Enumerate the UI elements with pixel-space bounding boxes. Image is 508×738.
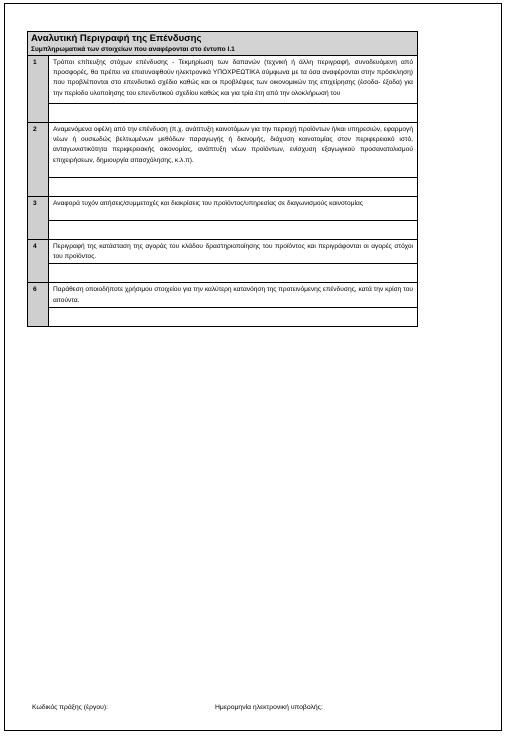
section-question: Περιγραφή της κατάσταση της αγοράς του κλάδου δραστηριοποίησης του προϊόντος και περιγράφονται οι αγορές στόχοι του προϊόντος. xyxy=(49,240,418,264)
section-number: 1 xyxy=(28,56,49,123)
section-number: 4 xyxy=(28,240,49,283)
project-code-label: Κωδικός πράξης (έργου): xyxy=(32,704,108,711)
section-number: 6 xyxy=(28,283,49,326)
section-answer-field[interactable] xyxy=(49,307,418,326)
section-row xyxy=(28,240,418,264)
submission-date-label: Ημερομηνία ηλεκτρονική υποβολής: xyxy=(215,704,323,711)
section-number: 2 xyxy=(28,123,49,197)
table-subtitle: Συμπληρωματικά των στοιχείων που αναφέρονται στο έντυπο Ι.1 xyxy=(31,46,235,53)
section-question: Παράθεση οποιοδήποτε χρήσιμου στοιχείου για την καλύτερη κατανόηση της προτεινόμενης επένδυσης, κατά την κρίση του αιτούντα. xyxy=(49,283,418,307)
table-header xyxy=(28,32,418,56)
section-row xyxy=(28,283,418,307)
table-title: Αναλυτική Περιγραφή της Επένδυσης xyxy=(31,33,202,44)
section-question: Αναμενόμενα οφέλη από την επένδυση (π.χ. ανάπτυξη καινοτόμων για την περιοχή προϊόντων ή/και υπηρεσιών, εφαρμογή νέων ή ουσιωδώς βελτιωμένων μεθόδων παραγωγής ή διανομής, διάχυση καινοτομίας στον περιφερειακό ιστό, ανταγωνιστικότητα περιφερειακής οικονομίας, ανάπτυξη νέων προϊόντων, ενίσχυση εξαγωγικού προσανατολισμού επιχειρήσεων, δημιουργία απασχόλησης, κ.λ.π). xyxy=(49,123,418,178)
section-row xyxy=(28,123,418,178)
section-question: Τρόποι επίτευξης στόχων επένδυσης - Τεκμηρίωση των δαπανών (τεχνική ή άλλη περιγραφή, συνοδευόμενη από προσφορές, θα πρέπει να επισυναφθούν ηλεκτρονικά ΥΠΟΧΡΕΩΤΙΚΑ σύμφωνα με τα όσα αναφέρονται στην πρόσκληση) που προβλέπονται στο επενδυτικό σχέδιο καθώς και οι προβλέψεις των οικονομικών της επιχείρησης (έσοδα- έξοδα) για την περίοδο υλοποίησης του επενδυτικού σχεδίου καθώς και για τρία έτη από την ολοκλήρωσή του xyxy=(49,56,418,104)
section-answer-field[interactable] xyxy=(49,221,418,240)
table-header-row xyxy=(28,32,418,56)
section-answer-field[interactable] xyxy=(49,264,418,283)
section-row xyxy=(28,197,418,221)
section-row xyxy=(28,56,418,104)
section-number: 3 xyxy=(28,197,49,240)
section-question: Αναφορά τυχόν αιτήσεις/συμμετοχές και διακρίσεις του προϊόντος/υπηρεσίας σε διαγωνισμούς καινοτομίας xyxy=(49,197,418,221)
section-answer-field[interactable] xyxy=(49,178,418,197)
investment-description-table xyxy=(27,31,418,327)
section-answer-field[interactable] xyxy=(49,104,418,123)
